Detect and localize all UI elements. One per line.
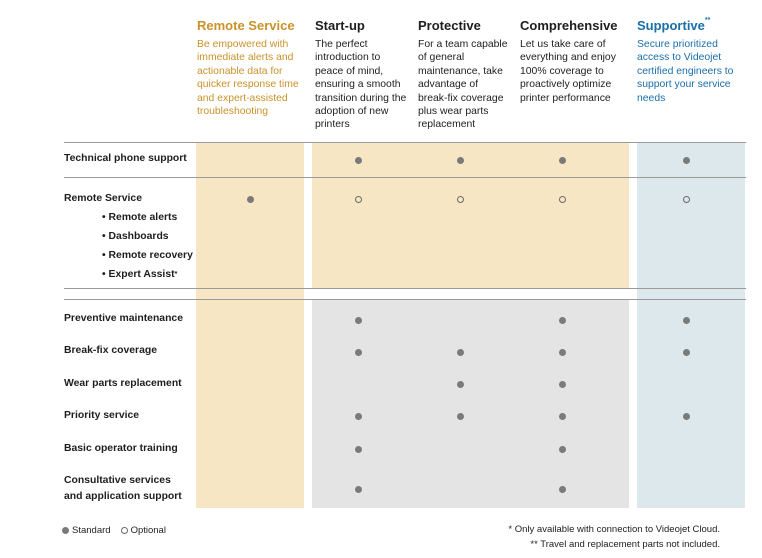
optional-ring-icon <box>355 196 362 203</box>
row-label-basic-operator-training: Basic operator training <box>64 443 178 454</box>
standard-dot-icon <box>457 413 464 420</box>
plan-description-comprehensive: Let us take care of everything and enjoy 100% coverage to proactively optimize printer performance <box>520 39 616 104</box>
legend <box>62 525 166 536</box>
standard-dot-icon <box>559 446 566 453</box>
sub-item-remote-alerts: • Remote alerts <box>102 212 178 223</box>
standard-dot-icon <box>559 381 566 388</box>
standard-dot-icon <box>683 413 690 420</box>
sub-item-remote-recovery: • Remote recovery <box>102 250 193 261</box>
standard-dot-icon <box>457 381 464 388</box>
footnote-cloud-connection: * Only available with connection to Videojet Cloud. <box>508 524 720 535</box>
row-separator <box>64 299 746 300</box>
standard-dot-icon <box>559 317 566 324</box>
standard-dot-icon <box>62 527 69 534</box>
standard-dot-icon <box>355 413 362 420</box>
optional-ring-icon <box>457 196 464 203</box>
plan-title-supportive: Supportive** <box>637 17 711 33</box>
row-label-break-fix-coverage: Break-fix coverage <box>64 345 157 356</box>
footnote-travel-parts: ** Travel and replacement parts not included. <box>530 539 720 550</box>
row-label-priority-service: Priority service <box>64 410 140 421</box>
row-label-remote-service: Remote Service <box>64 193 142 204</box>
standard-dot-icon <box>355 157 362 164</box>
row-label-technical-phone-support: Technical phone support <box>64 153 187 164</box>
core-plans-top-band <box>312 142 629 288</box>
standard-dot-icon <box>559 413 566 420</box>
plan-description-start-up: The perfect introduction to peace of mind, ensuring a smooth transition during the adoption of new printers <box>315 39 407 131</box>
plan-title-start-up: Start-up <box>315 18 365 33</box>
row-label-preventive-maintenance: Preventive maintenance <box>64 313 183 324</box>
standard-dot-icon <box>355 349 362 356</box>
plan-title-comprehensive: Comprehensive <box>520 18 618 33</box>
optional-ring-icon <box>121 527 128 534</box>
legend-standard-label: Standard <box>72 525 111 536</box>
standard-dot-icon <box>457 157 464 164</box>
standard-dot-icon <box>247 196 254 203</box>
legend-optional-label: Optional <box>130 525 166 536</box>
standard-dot-icon <box>355 446 362 453</box>
standard-dot-icon <box>355 486 362 493</box>
row-separator <box>64 288 746 289</box>
standard-dot-icon <box>457 349 464 356</box>
row-label-wear-parts-replacement: Wear parts replacement <box>64 378 182 389</box>
plan-title-protective: Protective <box>418 18 481 33</box>
standard-dot-icon <box>683 349 690 356</box>
row-label-consultative-services: Consultative services and application support <box>64 475 182 502</box>
optional-ring-icon <box>559 196 566 203</box>
plan-title-remote-service: Remote Service <box>197 18 295 33</box>
standard-dot-icon <box>559 349 566 356</box>
plan-description-supportive: Secure prioritized access to Videojet certified engineers to support your service needs <box>637 39 734 104</box>
sub-item-dashboards: • Dashboards <box>102 231 169 242</box>
plan-description-protective: For a team capable of general maintenance, take advantage of break-fix coverage plus wear parts replacement <box>418 39 508 131</box>
plan-description-remote-service: Be empowered with immediate alerts and actionable data for quicker response time and expert-assisted troubleshooting <box>197 39 299 118</box>
row-separator <box>64 142 746 143</box>
core-plans-bottom-band <box>312 299 629 508</box>
standard-dot-icon <box>355 317 362 324</box>
standard-dot-icon <box>683 317 690 324</box>
supportive-column-band <box>637 142 745 508</box>
optional-ring-icon <box>683 196 690 203</box>
sub-item-expert-assist: • Expert Assist* <box>102 269 178 280</box>
standard-dot-icon <box>559 486 566 493</box>
standard-dot-icon <box>559 157 566 164</box>
row-separator <box>64 177 746 178</box>
standard-dot-icon <box>683 157 690 164</box>
